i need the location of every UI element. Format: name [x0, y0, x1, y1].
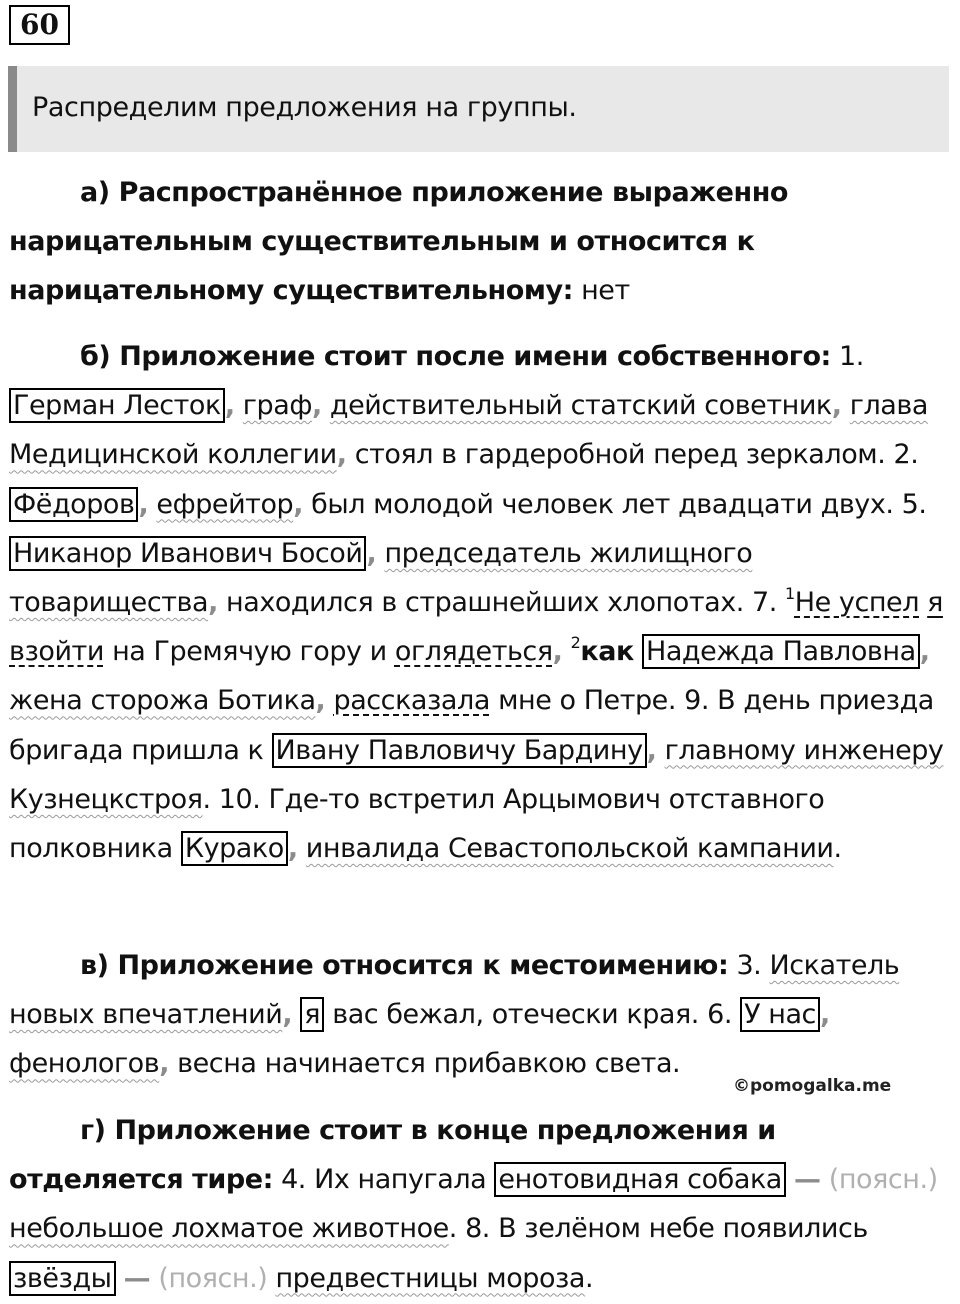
conjunction: как — [580, 636, 634, 668]
proper-name-box: Надежда Павловна — [642, 634, 920, 669]
sentence-text: находился в страшнейших хлопотах. — [226, 587, 744, 619]
sentence-number: 7. — [752, 587, 777, 619]
appositive: действительный статский советник — [329, 390, 832, 422]
appositive: глава Медицинской коллегии — [9, 390, 928, 471]
section-d-heading: г) Приложение стоит в конце предложения и отделяется тире: — [9, 1115, 776, 1196]
appositive: граф — [242, 390, 312, 422]
sentence-number: 6. — [707, 999, 732, 1031]
pronoun-box: У нас — [740, 997, 820, 1032]
sentence-text: стоял в гардеробной перед зеркалом. — [354, 439, 886, 471]
sentence-text: на Гремячую гору и — [112, 636, 387, 668]
sentence-text: Их напугала — [314, 1164, 487, 1196]
section-d: г) Приложение стоит в конце предложения и отделяется тире: 4. Их напугала енотовидная собака — (поясн.) небольшое лохматое животное. 8. В зелёном небе появились звёзды — (поясн.) предвестницы мороза. — [9, 1115, 938, 1294]
proper-name-box: Курако — [181, 831, 288, 866]
dash: — — [123, 1262, 151, 1294]
defined-word-box: енотовидная собака — [494, 1162, 786, 1197]
sentence-number: 10. — [218, 783, 261, 815]
subject: я — [927, 587, 943, 619]
sentence-number: 8. — [465, 1213, 490, 1245]
note: (поясн.) — [158, 1262, 268, 1294]
sentence-number: 1. — [839, 341, 864, 372]
note: (поясн.) — [828, 1164, 938, 1196]
intro-text: Распределим предложения на группы. — [32, 92, 577, 123]
appositive: инвалида Севастопольской кампании — [305, 833, 834, 865]
section-a-heading: а) Распространённое приложение выраженно нарицательным существительным и относится к нарицательному существительному: — [9, 177, 789, 307]
appositive: небольшое лохматое животное — [9, 1213, 449, 1245]
predicate: оглядеться — [394, 636, 553, 668]
proper-name-box: Никанор Иванович Босой — [9, 536, 366, 571]
predicate: Не успел — [794, 587, 920, 619]
pronoun-box: я — [300, 997, 324, 1032]
clause-index: 2 — [570, 633, 581, 653]
section-b-heading: б) Приложение стоит после имени собственного: — [80, 341, 831, 372]
sentence-number: 5. — [901, 488, 927, 520]
appositive: председатель жилищного товарищества — [9, 537, 753, 619]
proper-name-box: Фёдоров — [9, 487, 138, 522]
proper-name-box: Ивану Павловичу Бардину — [272, 733, 647, 768]
section-c-heading: в) Приложение относится к местоимению: — [80, 950, 729, 981]
appositive: жена сторожа Ботика — [9, 685, 316, 717]
section-a-answer: нет — [581, 275, 630, 307]
sentence-number: 3. — [736, 950, 762, 981]
sentence-text: мне о Петре. — [498, 685, 676, 717]
intro-block — [8, 66, 949, 152]
dash: — — [794, 1164, 821, 1196]
clause-index: 1 — [785, 584, 795, 604]
predicate: рассказала — [333, 685, 490, 717]
watermark: ©pomogalka.me — [733, 1076, 892, 1096]
section-c: в) Приложение относится к местоимению: 3. Искатель новых впечатлений, я вас бежал, отечески края. 6. У нас , фенологов, весна начинается прибавкою света. — [9, 950, 900, 1080]
section-a — [9, 168, 951, 316]
sentence-number: 2. — [893, 439, 919, 471]
proper-name-box: Герман Лесток — [9, 388, 225, 423]
appositive: ефрейтор — [156, 488, 294, 520]
sentence-text: вас бежал, отечески края. — [332, 999, 699, 1031]
appositive: главному инженеру Кузнецкстроя — [9, 734, 944, 815]
sentence-number: 9. — [684, 685, 709, 717]
sentence-text: весна начинается прибавкою света. — [177, 1048, 681, 1080]
sentence-text: был молодой человек лет двадцати двух. — [311, 488, 894, 520]
section-b: б) Приложение стоит после имени собственного: 1. Герман Лесток , граф, действительный статский советник, глава Медицинской коллегии, стоял в гардеробной перед зеркалом. 2. Фёдоров , ефрейтор, был молодой человек лет двадцати двух. 5. Никанор Иванович Босой , председатель жилищного товарищества, находился в страшнейших хлопотах. 7. $^1$Не успел я взойти на Гремячую гору и оглядеться, $^2$как Надежда Павловна , жена сторожа Ботика, рассказала мне о Петре. 9. В день приезда бригада пришла к Ивану Павловичу Бардину , главному инженеру Кузнецкстроя. 10. Где-то встретил Арцымович отставного полковника Курако , инвалида Севастопольской кампании. — [9, 341, 944, 865]
sentence-text: В день приезда бригада пришла к — [9, 685, 934, 766]
appositive: предвестницы мороза — [275, 1262, 586, 1294]
appositive: Искатель новых впечатлений — [9, 950, 900, 1031]
sentence-text: В зелёном небе появились — [498, 1213, 868, 1245]
defined-word-box: звёзды — [9, 1261, 116, 1296]
appositive: фенологов — [9, 1048, 160, 1080]
task-number: 60 — [9, 5, 70, 45]
sentence-text: Где-то встретил Арцымович отставного полковника — [9, 783, 825, 865]
predicate: взойти — [9, 636, 104, 668]
sentence-number: 4. — [281, 1164, 306, 1196]
